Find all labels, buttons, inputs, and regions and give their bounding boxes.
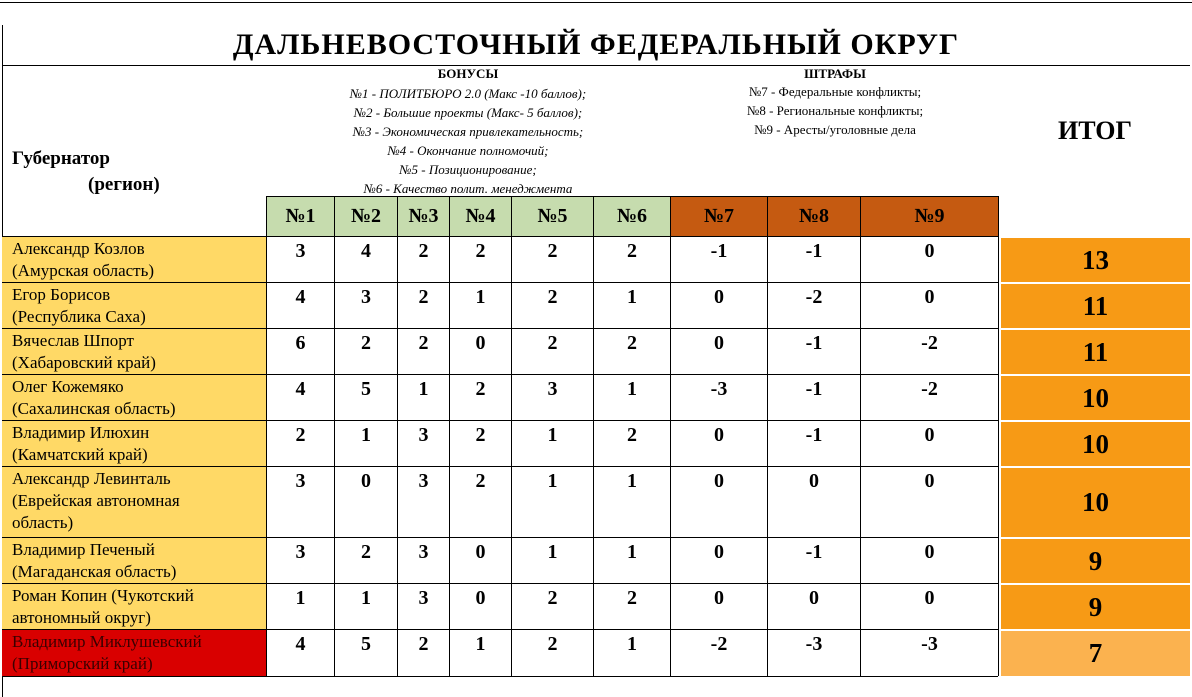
governor-name: Владимир Печеный	[12, 540, 155, 559]
score-cell-2: 2	[334, 328, 397, 374]
governor-region: (Приморский край)	[12, 654, 153, 673]
bonus-item-3: №3 - Экономическая привлекательность;	[352, 124, 584, 139]
score-cell-2: 5	[334, 374, 397, 420]
page-title: ДАЛЬНЕВОСТОЧНЫЙ ФЕДЕРАЛЬНЫЙ ОКРУГ	[232, 28, 960, 61]
score-cell-1: 6	[266, 328, 334, 374]
score-cell-7: 0	[670, 282, 767, 328]
score-cell-3: 3	[397, 420, 449, 466]
bonus-title: БОНУСЫ	[437, 66, 499, 81]
score-cell-6: 1	[593, 537, 670, 583]
score-cell-2: 5	[334, 629, 397, 676]
row-right-edge	[998, 537, 999, 583]
total-score-cell: 11	[1001, 330, 1190, 374]
total-score-cell: 13	[1001, 238, 1190, 282]
score-cell-4: 1	[449, 282, 511, 328]
score-cell-8: -3	[767, 629, 860, 676]
bonus-item-4: №4 - Окончание полномочий;	[387, 143, 549, 158]
governor-name-line: Роман Копин (Чукотский	[12, 586, 194, 605]
column-header-right-edge	[998, 196, 999, 236]
score-cell-3: 3	[397, 583, 449, 629]
total-score-cell: 9	[1001, 539, 1190, 583]
column-header-5: №5	[511, 196, 593, 236]
score-cell-9: 0	[860, 537, 998, 583]
score-cell-4: 0	[449, 583, 511, 629]
total-score-cell: 10	[1001, 422, 1190, 466]
score-cell-5: 3	[511, 374, 593, 420]
score-cell-7: 0	[670, 420, 767, 466]
score-cell-6: 2	[593, 420, 670, 466]
score-cell-1: 3	[266, 236, 334, 282]
score-cell-5: 1	[511, 537, 593, 583]
score-cell-3: 1	[397, 374, 449, 420]
governor-name: Александр Козлов	[12, 239, 145, 258]
score-cell-5: 2	[511, 328, 593, 374]
score-cell-7: -1	[670, 236, 767, 282]
score-cell-7: 0	[670, 328, 767, 374]
score-cell-6: 1	[593, 466, 670, 537]
row-right-edge	[998, 282, 999, 328]
score-cell-2: 4	[334, 236, 397, 282]
score-cell-2: 1	[334, 420, 397, 466]
governor-region-line: область)	[12, 513, 74, 532]
total-score-cell: 11	[1001, 284, 1190, 328]
row-right-edge	[998, 629, 999, 676]
score-cell-4: 2	[449, 236, 511, 282]
governor-name-cell	[2, 328, 266, 374]
score-cell-3: 2	[397, 282, 449, 328]
row-right-edge	[998, 236, 999, 282]
score-cell-2: 2	[334, 537, 397, 583]
bonus-item-5: №5 - Позиционирование;	[399, 162, 537, 177]
score-cell-4: 1	[449, 629, 511, 676]
score-cell-5: 2	[511, 629, 593, 676]
score-cell-6: 2	[593, 583, 670, 629]
score-cell-5: 2	[511, 236, 593, 282]
total-score-cell: 10	[1001, 468, 1190, 537]
score-cell-1: 2	[266, 420, 334, 466]
score-cell-6: 1	[593, 374, 670, 420]
row-right-edge	[998, 374, 999, 420]
column-header-8: №8	[767, 196, 860, 236]
score-cell-8: -1	[767, 374, 860, 420]
score-cell-3: 2	[397, 236, 449, 282]
score-cell-3: 3	[397, 466, 449, 537]
score-cell-6: 1	[593, 282, 670, 328]
score-cell-7: 0	[670, 537, 767, 583]
score-cell-5: 1	[511, 466, 593, 537]
column-header-9: №9	[860, 196, 998, 236]
score-cell-9: -2	[860, 374, 998, 420]
score-cell-7: -3	[670, 374, 767, 420]
governor-name-line: автономный округ)	[12, 608, 151, 627]
penalty-item-7: №7 - Федеральные конфликты;	[748, 84, 922, 99]
bonus-item-6: №6 - Качество полит. менеджмента	[363, 181, 573, 196]
governor-region: (Амурская область)	[12, 261, 155, 280]
bonus-item-1: №1 - ПОЛИТБЮРО 2.0 (Макс -10 баллов);	[349, 86, 587, 101]
bonus-item-2: №2 - Большие проекты (Макс- 5 баллов);	[353, 105, 583, 120]
score-cell-5: 2	[511, 282, 593, 328]
score-cell-8: -1	[767, 537, 860, 583]
row-right-edge	[998, 583, 999, 629]
total-label: ИТОГ	[1058, 116, 1132, 145]
score-cell-1: 3	[266, 537, 334, 583]
score-cell-9: -3	[860, 629, 998, 676]
score-cell-4: 0	[449, 537, 511, 583]
column-header-7: №7	[670, 196, 767, 236]
score-cell-9: 0	[860, 466, 998, 537]
score-cell-7: 0	[670, 583, 767, 629]
penalty-item-8: №8 - Региональные конфликты;	[746, 103, 924, 118]
governor-region: (Камчатский край)	[12, 445, 148, 464]
governor-name-cell	[2, 629, 266, 676]
row-right-edge	[998, 420, 999, 466]
score-cell-3: 2	[397, 629, 449, 676]
governor-region: (Хабаровский край)	[12, 353, 156, 372]
governor-name-cell	[2, 537, 266, 583]
governor-name: Олег Кожемяко	[12, 377, 124, 396]
score-cell-6: 1	[593, 629, 670, 676]
governor-region: (Магаданская область)	[12, 562, 177, 581]
score-cell-2: 1	[334, 583, 397, 629]
total-score-cell: 10	[1001, 376, 1190, 420]
total-score-cell: 9	[1001, 585, 1190, 629]
score-cell-5: 2	[511, 583, 593, 629]
score-cell-4: 0	[449, 328, 511, 374]
score-cell-1: 1	[266, 583, 334, 629]
governor-name-cell	[2, 374, 266, 420]
score-cell-4: 2	[449, 420, 511, 466]
column-header-3: №3	[397, 196, 449, 236]
score-cell-1: 4	[266, 282, 334, 328]
score-cell-5: 1	[511, 420, 593, 466]
row-right-edge	[998, 328, 999, 374]
total-score-cell: 7	[1001, 631, 1190, 676]
governor-name: Владимир Миклушевский	[12, 632, 202, 651]
governor-name: Вячеслав Шпорт	[12, 331, 134, 350]
score-cell-6: 2	[593, 328, 670, 374]
score-cell-3: 3	[397, 537, 449, 583]
score-cell-1: 4	[266, 629, 334, 676]
score-cell-8: -2	[767, 282, 860, 328]
score-cell-9: 0	[860, 236, 998, 282]
score-cell-4: 2	[449, 466, 511, 537]
column-header-6: №6	[593, 196, 670, 236]
score-cell-9: -2	[860, 328, 998, 374]
score-cell-1: 3	[266, 466, 334, 537]
score-cell-1: 4	[266, 374, 334, 420]
governor-name-cell	[2, 466, 266, 537]
score-cell-9: 0	[860, 420, 998, 466]
table-bottom-line	[2, 676, 998, 677]
governor-region-line: (Еврейская автономная	[12, 491, 180, 510]
score-cell-4: 2	[449, 374, 511, 420]
governor-name: Владимир Илюхин	[12, 423, 150, 442]
governor-label: Губернатор	[12, 148, 110, 169]
column-header-1: №1	[266, 196, 334, 236]
score-cell-8: -1	[767, 420, 860, 466]
score-cell-8: -1	[767, 328, 860, 374]
score-cell-8: 0	[767, 466, 860, 537]
column-header-2: №2	[334, 196, 397, 236]
score-cell-9: 0	[860, 282, 998, 328]
score-cell-6: 2	[593, 236, 670, 282]
score-cell-8: -1	[767, 236, 860, 282]
penalty-item-9: №9 - Аресты/уголовные дела	[754, 122, 916, 137]
penalty-title: ШТРАФЫ	[804, 66, 866, 81]
governor-name-cell	[2, 236, 266, 282]
governor-name: Александр Левинталь	[12, 469, 171, 488]
column-header-4: №4	[449, 196, 511, 236]
region-label: (регион)	[88, 174, 160, 195]
score-cell-9: 0	[860, 583, 998, 629]
governor-region: (Сахалинская область)	[12, 399, 176, 418]
governor-region: (Республика Саха)	[12, 307, 146, 326]
governor-name-cell	[2, 282, 266, 328]
score-cell-2: 3	[334, 282, 397, 328]
governor-name: Егор Борисов	[12, 285, 111, 304]
score-cell-8: 0	[767, 583, 860, 629]
governor-name-cell	[2, 420, 266, 466]
governor-name-cell	[2, 583, 266, 629]
row-right-edge	[998, 466, 999, 537]
score-cell-2: 0	[334, 466, 397, 537]
score-cell-3: 2	[397, 328, 449, 374]
score-cell-7: -2	[670, 629, 767, 676]
score-cell-7: 0	[670, 466, 767, 537]
